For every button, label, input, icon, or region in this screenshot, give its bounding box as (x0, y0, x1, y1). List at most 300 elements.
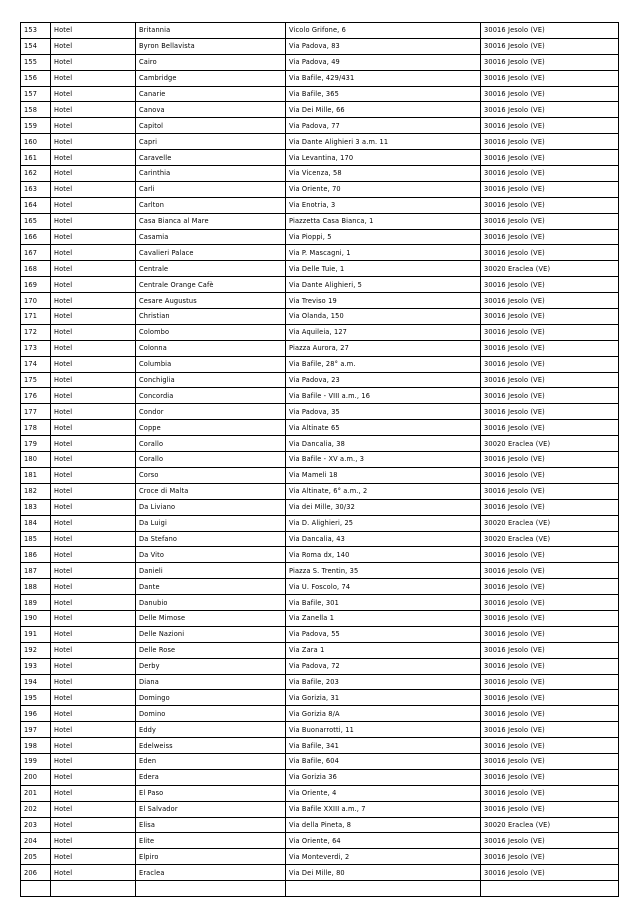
table-row (21, 372, 619, 388)
empty-cell (136, 881, 286, 897)
row-number-cell: 192 (21, 642, 51, 658)
category-cell: Hotel (51, 309, 136, 325)
city-cell: 30016 Jesolo (VE) (481, 86, 619, 102)
category-cell: Hotel (51, 420, 136, 436)
document-page (20, 22, 618, 897)
empty-cell (481, 881, 619, 897)
city-cell: 30016 Jesolo (VE) (481, 753, 619, 769)
row-number-cell: 203 (21, 817, 51, 833)
city-cell: 30016 Jesolo (VE) (481, 388, 619, 404)
address-cell: Via Roma dx, 140 (286, 547, 481, 563)
hotel-name-cell: Canova (136, 102, 286, 118)
hotel-name-cell: Colombo (136, 324, 286, 340)
city-cell: 30016 Jesolo (VE) (481, 579, 619, 595)
hotel-name-cell: Britannia (136, 23, 286, 39)
city-cell: 30016 Jesolo (VE) (481, 197, 619, 213)
row-number-cell: 186 (21, 547, 51, 563)
table-body (21, 23, 619, 897)
table-row (21, 483, 619, 499)
table-row (21, 324, 619, 340)
hotel-name-cell: Edera (136, 769, 286, 785)
hotel-name-cell: Carlton (136, 197, 286, 213)
city-cell: 30016 Jesolo (VE) (481, 23, 619, 39)
table-row (21, 563, 619, 579)
empty-cell (21, 881, 51, 897)
hotel-name-cell: Edelweiss (136, 738, 286, 754)
address-cell: Via Dancalia, 43 (286, 531, 481, 547)
row-number-cell: 201 (21, 785, 51, 801)
hotel-name-cell: El Salvador (136, 801, 286, 817)
row-number-cell: 200 (21, 769, 51, 785)
empty-cell (51, 881, 136, 897)
empty-cell (286, 881, 481, 897)
address-cell: Via Padova, 35 (286, 404, 481, 420)
hotel-name-cell: Dante (136, 579, 286, 595)
address-cell: Via Altinate, 6° a.m., 2 (286, 483, 481, 499)
table-row (21, 166, 619, 182)
city-cell: 30016 Jesolo (VE) (481, 118, 619, 134)
address-cell: Via U. Foscolo, 74 (286, 579, 481, 595)
hotel-name-cell: Corso (136, 467, 286, 483)
city-cell: 30020 Eraclea (VE) (481, 515, 619, 531)
address-cell: Via Treviso 19 (286, 293, 481, 309)
row-number-cell: 153 (21, 23, 51, 39)
row-number-cell: 166 (21, 229, 51, 245)
city-cell: 30016 Jesolo (VE) (481, 865, 619, 881)
city-cell: 30016 Jesolo (VE) (481, 324, 619, 340)
address-cell: Via Pioppi, 5 (286, 229, 481, 245)
city-cell: 30020 Eraclea (VE) (481, 817, 619, 833)
table-row (21, 452, 619, 468)
address-cell: Via Gorizia 8/A (286, 706, 481, 722)
hotel-name-cell: Cambridge (136, 70, 286, 86)
hotel-name-cell: Eden (136, 753, 286, 769)
hotel-name-cell: Derby (136, 658, 286, 674)
city-cell: 30016 Jesolo (VE) (481, 642, 619, 658)
row-number-cell: 183 (21, 499, 51, 515)
hotel-name-cell: Centrale (136, 261, 286, 277)
table-row (21, 150, 619, 166)
row-number-cell: 156 (21, 70, 51, 86)
row-number-cell: 172 (21, 324, 51, 340)
category-cell: Hotel (51, 595, 136, 611)
category-cell: Hotel (51, 610, 136, 626)
hotel-name-cell: El Paso (136, 785, 286, 801)
table-row (21, 595, 619, 611)
category-cell: Hotel (51, 547, 136, 563)
city-cell: 30016 Jesolo (VE) (481, 356, 619, 372)
address-cell: Via Padova, 72 (286, 658, 481, 674)
row-number-cell: 190 (21, 610, 51, 626)
table-row (21, 404, 619, 420)
row-number-cell: 206 (21, 865, 51, 881)
hotel-name-cell: Columbia (136, 356, 286, 372)
address-cell: Via Padova, 23 (286, 372, 481, 388)
category-cell: Hotel (51, 785, 136, 801)
hotel-name-cell: Da Vito (136, 547, 286, 563)
row-number-cell: 174 (21, 356, 51, 372)
row-number-cell: 164 (21, 197, 51, 213)
city-cell: 30016 Jesolo (VE) (481, 134, 619, 150)
city-cell: 30016 Jesolo (VE) (481, 150, 619, 166)
address-cell: Via Padova, 55 (286, 626, 481, 642)
hotel-name-cell: Byron Bellavista (136, 38, 286, 54)
table-row-empty (21, 881, 619, 897)
row-number-cell: 198 (21, 738, 51, 754)
address-cell: Via Delle Tuie, 1 (286, 261, 481, 277)
row-number-cell: 167 (21, 245, 51, 261)
hotel-name-cell: Cairo (136, 54, 286, 70)
address-cell: Via Padova, 77 (286, 118, 481, 134)
address-cell: Via dei Mille, 30/32 (286, 499, 481, 515)
table-row (21, 833, 619, 849)
category-cell: Hotel (51, 658, 136, 674)
address-cell: Via Bafile, 301 (286, 595, 481, 611)
table-row (21, 197, 619, 213)
address-cell: Via Zara 1 (286, 642, 481, 658)
table-row (21, 531, 619, 547)
address-cell: Via Monteverdi, 2 (286, 849, 481, 865)
category-cell: Hotel (51, 372, 136, 388)
table-row (21, 769, 619, 785)
hotel-name-cell: Cesare Augustus (136, 293, 286, 309)
address-cell: Via Dancalia, 38 (286, 436, 481, 452)
table-row (21, 261, 619, 277)
address-cell: Via Bafile, 28° a.m. (286, 356, 481, 372)
address-cell: Via Bafile, 203 (286, 674, 481, 690)
hotel-name-cell: Capitol (136, 118, 286, 134)
address-cell: Via Mameli 18 (286, 467, 481, 483)
category-cell: Hotel (51, 134, 136, 150)
address-cell: Via della Pineta, 8 (286, 817, 481, 833)
category-cell: Hotel (51, 38, 136, 54)
table-row (21, 817, 619, 833)
table-row (21, 722, 619, 738)
table-row (21, 626, 619, 642)
table-row (21, 706, 619, 722)
row-number-cell: 171 (21, 309, 51, 325)
hotel-name-cell: Concordia (136, 388, 286, 404)
category-cell: Hotel (51, 722, 136, 738)
city-cell: 30016 Jesolo (VE) (481, 181, 619, 197)
city-cell: 30016 Jesolo (VE) (481, 404, 619, 420)
hotel-name-cell: Da Stefano (136, 531, 286, 547)
city-cell: 30016 Jesolo (VE) (481, 166, 619, 182)
address-cell: Via Bafile XXIII a.m., 7 (286, 801, 481, 817)
city-cell: 30016 Jesolo (VE) (481, 54, 619, 70)
hotel-name-cell: Domino (136, 706, 286, 722)
hotel-name-cell: Danieli (136, 563, 286, 579)
row-number-cell: 170 (21, 293, 51, 309)
table-row (21, 245, 619, 261)
hotel-name-cell: Caravelle (136, 150, 286, 166)
address-cell: Via Bafile, 365 (286, 86, 481, 102)
city-cell: 30016 Jesolo (VE) (481, 102, 619, 118)
row-number-cell: 189 (21, 595, 51, 611)
hotel-name-cell: Elpiro (136, 849, 286, 865)
hotel-name-cell: Danubio (136, 595, 286, 611)
row-number-cell: 175 (21, 372, 51, 388)
category-cell: Hotel (51, 118, 136, 134)
city-cell: 30016 Jesolo (VE) (481, 277, 619, 293)
city-cell: 30016 Jesolo (VE) (481, 499, 619, 515)
hotel-name-cell: Delle Mimose (136, 610, 286, 626)
city-cell: 30016 Jesolo (VE) (481, 769, 619, 785)
hotel-name-cell: Eddy (136, 722, 286, 738)
hotel-name-cell: Centrale Orange Cafè (136, 277, 286, 293)
category-cell: Hotel (51, 531, 136, 547)
category-cell: Hotel (51, 626, 136, 642)
city-cell: 30016 Jesolo (VE) (481, 849, 619, 865)
table-row (21, 388, 619, 404)
row-number-cell: 188 (21, 579, 51, 595)
category-cell: Hotel (51, 388, 136, 404)
hotel-name-cell: Delle Rose (136, 642, 286, 658)
category-cell: Hotel (51, 261, 136, 277)
row-number-cell: 155 (21, 54, 51, 70)
table-row (21, 118, 619, 134)
city-cell: 30016 Jesolo (VE) (481, 38, 619, 54)
category-cell: Hotel (51, 499, 136, 515)
row-number-cell: 205 (21, 849, 51, 865)
city-cell: 30020 Eraclea (VE) (481, 261, 619, 277)
category-cell: Hotel (51, 467, 136, 483)
table-row (21, 293, 619, 309)
table-row (21, 753, 619, 769)
table-row (21, 181, 619, 197)
row-number-cell: 157 (21, 86, 51, 102)
row-number-cell: 179 (21, 436, 51, 452)
hotel-name-cell: Coppe (136, 420, 286, 436)
hotel-name-cell: Elisa (136, 817, 286, 833)
city-cell: 30016 Jesolo (VE) (481, 833, 619, 849)
table-row (21, 213, 619, 229)
row-number-cell: 185 (21, 531, 51, 547)
address-cell: Via P. Mascagni, 1 (286, 245, 481, 261)
row-number-cell: 197 (21, 722, 51, 738)
category-cell: Hotel (51, 70, 136, 86)
city-cell: 30016 Jesolo (VE) (481, 245, 619, 261)
table-row (21, 356, 619, 372)
category-cell: Hotel (51, 738, 136, 754)
row-number-cell: 165 (21, 213, 51, 229)
table-row (21, 865, 619, 881)
hotel-name-cell: Carli (136, 181, 286, 197)
row-number-cell: 169 (21, 277, 51, 293)
table-row (21, 801, 619, 817)
table-row (21, 102, 619, 118)
category-cell: Hotel (51, 404, 136, 420)
table-row (21, 579, 619, 595)
city-cell: 30016 Jesolo (VE) (481, 467, 619, 483)
category-cell: Hotel (51, 753, 136, 769)
table-row (21, 86, 619, 102)
category-cell: Hotel (51, 277, 136, 293)
table-row (21, 23, 619, 39)
city-cell: 30016 Jesolo (VE) (481, 70, 619, 86)
address-cell: Via Oriente, 64 (286, 833, 481, 849)
row-number-cell: 196 (21, 706, 51, 722)
hotel-name-cell: Corallo (136, 452, 286, 468)
city-cell: 30016 Jesolo (VE) (481, 785, 619, 801)
address-cell: Via Dei Mille, 66 (286, 102, 481, 118)
category-cell: Hotel (51, 483, 136, 499)
table-row (21, 515, 619, 531)
category-cell: Hotel (51, 229, 136, 245)
city-cell: 30016 Jesolo (VE) (481, 674, 619, 690)
hotel-name-cell: Croce di Malta (136, 483, 286, 499)
city-cell: 30016 Jesolo (VE) (481, 626, 619, 642)
city-cell: 30020 Eraclea (VE) (481, 531, 619, 547)
row-number-cell: 178 (21, 420, 51, 436)
table-row (21, 229, 619, 245)
address-cell: Via Dante Alighieri 3 a.m. 11 (286, 134, 481, 150)
address-cell: Via Aquileia, 127 (286, 324, 481, 340)
table-row (21, 658, 619, 674)
category-cell: Hotel (51, 86, 136, 102)
row-number-cell: 193 (21, 658, 51, 674)
table-row (21, 849, 619, 865)
row-number-cell: 202 (21, 801, 51, 817)
table-row (21, 738, 619, 754)
address-cell: Via Bafile, 341 (286, 738, 481, 754)
address-cell: Via Bafile - VIII a.m., 16 (286, 388, 481, 404)
table-row (21, 499, 619, 515)
table-row (21, 38, 619, 54)
category-cell: Hotel (51, 324, 136, 340)
hotel-name-cell: Domingo (136, 690, 286, 706)
address-cell: Via Dei Mille, 80 (286, 865, 481, 881)
table-row (21, 134, 619, 150)
row-number-cell: 194 (21, 674, 51, 690)
category-cell: Hotel (51, 197, 136, 213)
hotel-name-cell: Casamia (136, 229, 286, 245)
table-row (21, 340, 619, 356)
city-cell: 30016 Jesolo (VE) (481, 690, 619, 706)
table-row (21, 309, 619, 325)
hotel-name-cell: Da Liviano (136, 499, 286, 515)
city-cell: 30016 Jesolo (VE) (481, 420, 619, 436)
hotel-name-cell: Cavalieri Palace (136, 245, 286, 261)
hotel-table (20, 22, 619, 897)
city-cell: 30016 Jesolo (VE) (481, 309, 619, 325)
table-row (21, 690, 619, 706)
category-cell: Hotel (51, 166, 136, 182)
category-cell: Hotel (51, 706, 136, 722)
category-cell: Hotel (51, 865, 136, 881)
category-cell: Hotel (51, 817, 136, 833)
address-cell: Via Olanda, 150 (286, 309, 481, 325)
category-cell: Hotel (51, 801, 136, 817)
category-cell: Hotel (51, 181, 136, 197)
row-number-cell: 161 (21, 150, 51, 166)
city-cell: 30016 Jesolo (VE) (481, 293, 619, 309)
address-cell: Via Bafile - XV a.m., 3 (286, 452, 481, 468)
address-cell: Via Gorizia, 31 (286, 690, 481, 706)
row-number-cell: 168 (21, 261, 51, 277)
table-row (21, 610, 619, 626)
table-row (21, 54, 619, 70)
address-cell: Via Zanella 1 (286, 610, 481, 626)
row-number-cell: 173 (21, 340, 51, 356)
address-cell: Via Levantina, 170 (286, 150, 481, 166)
address-cell: Via Oriente, 70 (286, 181, 481, 197)
city-cell: 30016 Jesolo (VE) (481, 738, 619, 754)
row-number-cell: 182 (21, 483, 51, 499)
table-row (21, 277, 619, 293)
city-cell: 30016 Jesolo (VE) (481, 229, 619, 245)
address-cell: Piazzetta Casa Bianca, 1 (286, 213, 481, 229)
row-number-cell: 162 (21, 166, 51, 182)
hotel-name-cell: Delle Nazioni (136, 626, 286, 642)
category-cell: Hotel (51, 674, 136, 690)
table-row (21, 420, 619, 436)
category-cell: Hotel (51, 213, 136, 229)
row-number-cell: 184 (21, 515, 51, 531)
hotel-name-cell: Corallo (136, 436, 286, 452)
row-number-cell: 199 (21, 753, 51, 769)
address-cell: Via Buonarrotti, 11 (286, 722, 481, 738)
category-cell: Hotel (51, 452, 136, 468)
row-number-cell: 177 (21, 404, 51, 420)
category-cell: Hotel (51, 833, 136, 849)
category-cell: Hotel (51, 356, 136, 372)
row-number-cell: 191 (21, 626, 51, 642)
category-cell: Hotel (51, 245, 136, 261)
address-cell: Vicolo Grifone, 6 (286, 23, 481, 39)
hotel-name-cell: Eraclea (136, 865, 286, 881)
row-number-cell: 195 (21, 690, 51, 706)
city-cell: 30016 Jesolo (VE) (481, 595, 619, 611)
city-cell: 30016 Jesolo (VE) (481, 372, 619, 388)
row-number-cell: 181 (21, 467, 51, 483)
table-row (21, 547, 619, 563)
row-number-cell: 163 (21, 181, 51, 197)
city-cell: 30020 Eraclea (VE) (481, 436, 619, 452)
city-cell: 30016 Jesolo (VE) (481, 483, 619, 499)
category-cell: Hotel (51, 23, 136, 39)
address-cell: Via Bafile, 429/431 (286, 70, 481, 86)
city-cell: 30016 Jesolo (VE) (481, 722, 619, 738)
address-cell: Piazza S. Trentin, 35 (286, 563, 481, 579)
table-row (21, 436, 619, 452)
category-cell: Hotel (51, 849, 136, 865)
hotel-name-cell: Elite (136, 833, 286, 849)
city-cell: 30016 Jesolo (VE) (481, 340, 619, 356)
city-cell: 30016 Jesolo (VE) (481, 801, 619, 817)
hotel-name-cell: Canarie (136, 86, 286, 102)
table-row (21, 785, 619, 801)
city-cell: 30016 Jesolo (VE) (481, 706, 619, 722)
category-cell: Hotel (51, 436, 136, 452)
city-cell: 30016 Jesolo (VE) (481, 563, 619, 579)
table-row (21, 467, 619, 483)
hotel-name-cell: Casa Bianca al Mare (136, 213, 286, 229)
address-cell: Via Dante Alighieri, 5 (286, 277, 481, 293)
row-number-cell: 176 (21, 388, 51, 404)
address-cell: Via Altinate 65 (286, 420, 481, 436)
category-cell: Hotel (51, 642, 136, 658)
category-cell: Hotel (51, 150, 136, 166)
row-number-cell: 204 (21, 833, 51, 849)
hotel-name-cell: Condor (136, 404, 286, 420)
hotel-name-cell: Carinthia (136, 166, 286, 182)
category-cell: Hotel (51, 54, 136, 70)
category-cell: Hotel (51, 515, 136, 531)
table-row (21, 642, 619, 658)
address-cell: Via Vicenza, 58 (286, 166, 481, 182)
hotel-name-cell: Da Luigi (136, 515, 286, 531)
